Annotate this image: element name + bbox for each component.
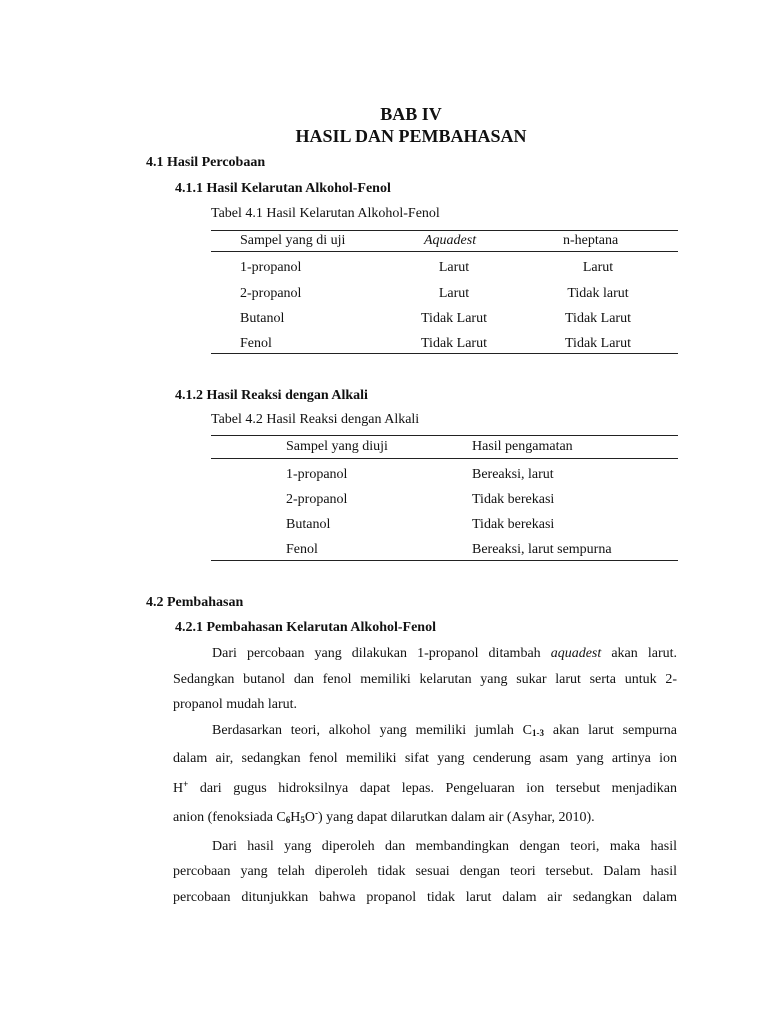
table-row-cell: Butanol xyxy=(286,517,331,532)
table-row-cell: Tidak Larut xyxy=(421,336,487,351)
chapter-number: BAB IV xyxy=(380,104,442,124)
table-row-cell: Larut xyxy=(582,260,614,275)
table-row-cell: Tidak Larut xyxy=(565,311,631,326)
paragraph-1-line-3: propanol mudah larut. xyxy=(173,697,298,712)
table-4-1-top-rule xyxy=(211,230,678,231)
table-row-cell: Tidak larut xyxy=(567,286,629,301)
table-row-cell: 2-propanol xyxy=(286,492,348,507)
table-4-1-header-nheptana: n-heptana xyxy=(563,233,619,248)
table-row-cell: 1-propanol xyxy=(286,467,348,482)
table-row-cell: 2-propanol xyxy=(240,286,302,301)
paragraph-2-line-3: H+ dari gugus hidroksilnya dapat lepas. Pengeluaran ion tersebut menjadikan xyxy=(173,778,677,796)
table-4-2-caption: Tabel 4.2 Hasil Reaksi dengan Alkali xyxy=(211,412,420,427)
paragraph-3-line-2: percobaan yang telah diperoleh tidak sesuai dengan teori tersebut. Dalam hasil xyxy=(173,864,677,879)
paragraph-2-line-4: anion (fenoksiada $C_6H_5O^-$) yang dapat dilarutkan dalam air (Asyhar, 2010). xyxy=(173,808,595,825)
table-row-cell: Tidak berekasi xyxy=(472,517,555,532)
table-4-2-bottom-rule xyxy=(211,560,678,561)
section-heading-4-1: 4.1 Hasil Percobaan xyxy=(146,155,266,170)
table-4-2-header-rule xyxy=(211,458,678,459)
table-row-cell: Tidak Larut xyxy=(421,311,487,326)
paragraph-1-line-2: Sedangkan butanol dan fenol memiliki kelarutan yang sukar larut serta untuk 2- xyxy=(173,671,677,687)
table-row-cell: Bereaksi, larut xyxy=(472,467,554,482)
table-row-cell: Butanol xyxy=(240,311,285,326)
table-4-1-bottom-rule xyxy=(211,353,678,354)
table-row-cell: Tidak Larut xyxy=(565,336,631,351)
table-4-2-header-result: Hasil pengamatan xyxy=(472,439,573,454)
table-4-1-header-sample: Sampel yang di uji xyxy=(240,233,346,248)
paragraph-3: Dari hasil yang diperoleh dan membandingkan dengan teori, maka hasil xyxy=(212,838,677,854)
paragraph-3-line-3: percobaan ditunjukkan bahwa propanol tidak larut dalam air sedangkan dalam xyxy=(173,889,677,905)
paragraph-2-line-2: dalam air, sedangkan fenol memiliki sifat yang cenderung asam yang artinya ion xyxy=(173,751,677,766)
subsection-heading-4-1-1: 4.1.1 Hasil Kelarutan Alkohol-Fenol xyxy=(175,181,391,196)
table-4-1-header-aquadest: Aquadest xyxy=(424,233,477,248)
paragraph-1: Dari percobaan yang dilakukan 1-propanol ditambah aquadest akan larut. xyxy=(212,646,677,661)
table-4-2-top-rule xyxy=(211,435,678,436)
section-heading-4-2: 4.2 Pembahasan xyxy=(146,595,244,610)
chapter-title: HASIL DAN PEMBAHASAN xyxy=(295,126,527,146)
table-row-cell: Larut xyxy=(438,286,470,301)
table-4-1-header-rule xyxy=(211,251,678,252)
table-row-cell: Fenol xyxy=(286,542,318,557)
table-row-cell: 1-propanol xyxy=(240,260,302,275)
table-row-cell: Bereaksi, larut sempurna xyxy=(472,542,612,557)
table-row-cell: Tidak berekasi xyxy=(472,492,555,507)
table-row-cell: Larut xyxy=(438,260,470,275)
subsection-heading-4-2-1: 4.2.1 Pembahasan Kelarutan Alkohol-Fenol xyxy=(175,620,436,635)
table-row-cell: Fenol xyxy=(240,336,272,351)
table-4-1-caption: Tabel 4.1 Hasil Kelarutan Alkohol-Fenol xyxy=(211,206,440,221)
table-4-2-header-sample: Sampel yang diuji xyxy=(286,439,388,454)
subsection-heading-4-1-2: 4.1.2 Hasil Reaksi dengan Alkali xyxy=(175,388,368,403)
paragraph-2: Berdasarkan teori, alkohol yang memiliki jumlah $C_{1-3}$ akan larut sempurna xyxy=(212,722,678,738)
discussion-body xyxy=(173,641,677,910)
aquadest-term: aquadest xyxy=(550,646,602,661)
